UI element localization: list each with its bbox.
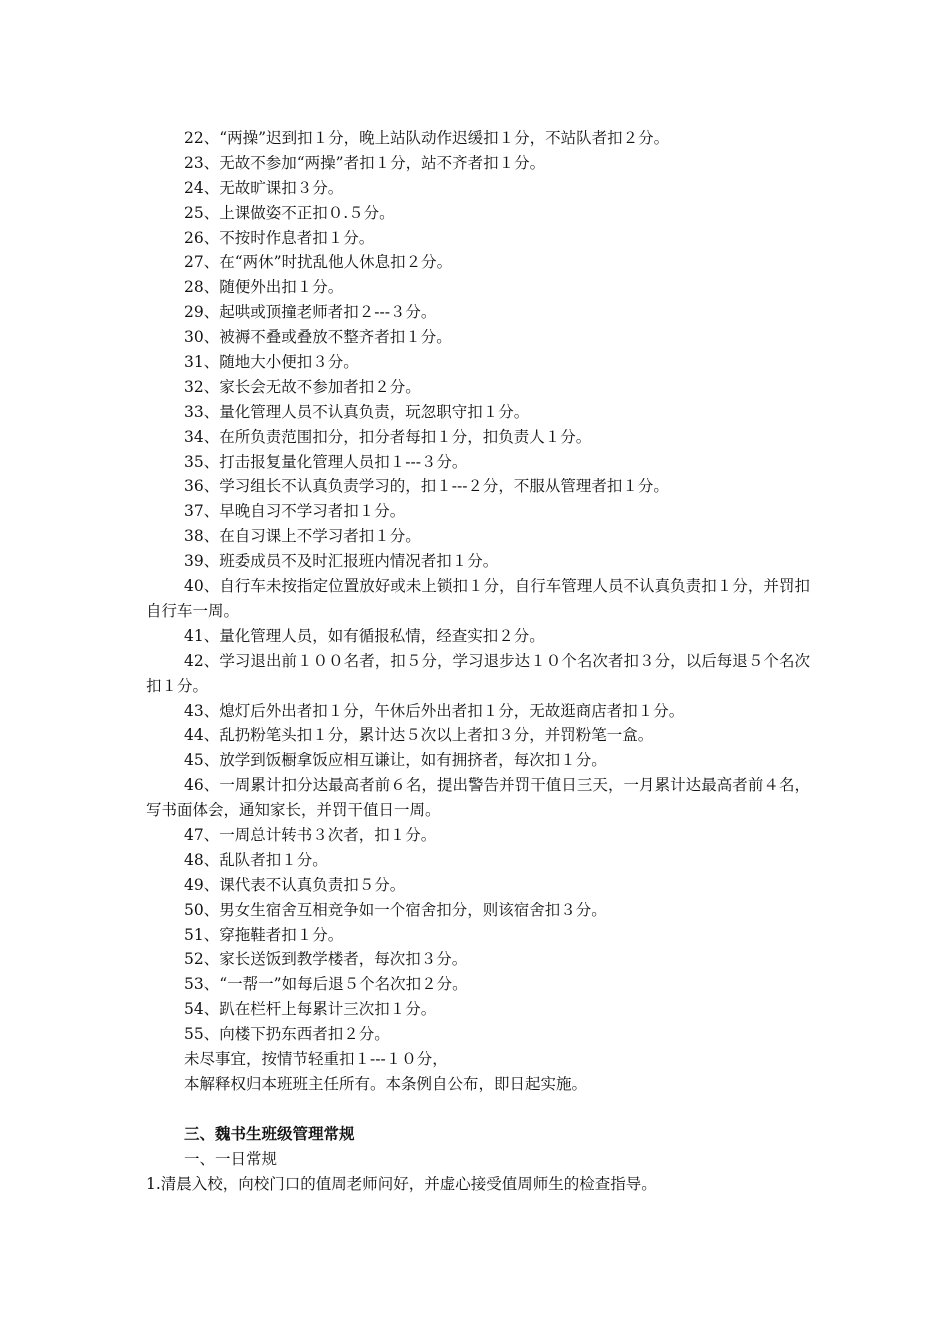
rule-item-49: 49、课代表不认真负责扣５分。 [184, 875, 406, 894]
rule-item-29: 29、起哄或顶撞老师者扣２---３分。 [184, 303, 437, 322]
rule-item-34: 34、在所负责范围扣分，扣分者每扣１分，扣负责人１分。 [184, 427, 592, 446]
subsection-title: 一、一日常规 [184, 1149, 278, 1168]
rules-list [146, 126, 810, 1047]
rule-item-26: 26、不按时作息者扣１分。 [184, 228, 375, 247]
rule-item-30: 30、被褥不叠或叠放不整齐者扣１分。 [184, 328, 452, 347]
rule-item-33: 33、量化管理人员不认真负责，玩忽职守扣１分。 [184, 402, 530, 421]
rule-item-52: 52、家长送饭到教学楼者，每次扣３分。 [184, 950, 468, 969]
rule-item-24: 24、无故旷课扣３分。 [184, 178, 344, 197]
rule-item-53: 53、“一帮一”如每后退５个名次扣２分。 [184, 975, 468, 994]
rule-item-55: 55、向楼下扔东西者扣２分。 [184, 1025, 390, 1044]
rule-item-28: 28、随便外出扣１分。 [184, 278, 344, 297]
first-item: 1.清晨入校，向校门口的值周老师问好，并虚心接受值周师生的检查指导。 [146, 1174, 657, 1193]
rule-item-25: 25、上课做姿不正扣０.５分。 [184, 203, 395, 222]
rule-item-54: 54、趴在栏杆上每累计三次扣１分。 [184, 1000, 437, 1019]
rule-item-35: 35、打击报复量化管理人员扣１---３分。 [184, 452, 468, 471]
rule-item-32: 32、家长会无故不参加者扣２分。 [184, 377, 421, 396]
blank-line [146, 1097, 810, 1122]
rule-item-50: 50、男女生宿舍互相竞争如一个宿舍扣分，则该宿舍扣３分。 [184, 900, 607, 919]
rule-item-23: 23、无故不参加“两操”者扣１分，站不齐者扣１分。 [184, 153, 546, 172]
rule-item-47: 47、一周总计转书３次者，扣１分。 [184, 826, 437, 845]
rule-item-46: 46、一周累计扣分达最高者前６名，提出警告并罚干值日三天，一月累计达最高者前４名，写书面体会，通知家长，并罚干值日一周。 [146, 776, 810, 820]
rule-item-31: 31、随地大小便扣３分。 [184, 353, 359, 372]
rule-item-44: 44、乱扔粉笔头扣１分，累计达５次以上者扣３分，并罚粉笔一盒。 [184, 726, 654, 745]
document-page [146, 126, 810, 1196]
rule-item-45: 45、放学到饭橱拿饭应相互谦让，如有拥挤者，每次扣１分。 [184, 751, 607, 770]
rule-item-40: 40、自行车未按指定位置放好或未上锁扣１分，自行车管理人员不认真负责扣１分，并罚扣自行车一周。 [146, 577, 810, 620]
rule-item-41: 41、量化管理人员，如有循报私情，经查实扣２分。 [184, 626, 545, 645]
section-title: 三、魏书生班级管理常规 [184, 1123, 355, 1143]
rule-item-22: 22、“两操”迟到扣１分，晚上站队动作迟缓扣１分，不站队者扣２分。 [184, 129, 670, 147]
rule-item-27: 27、在“两休”时扰乱他人休息扣２分。 [184, 253, 453, 272]
rule-item-36: 36、学习组长不认真负责学习的，扣１---２分，不服从管理者扣１分。 [184, 477, 669, 496]
closing-line-1: 未尽事宜，按情节轻重扣１---１０分， [184, 1050, 448, 1069]
rule-item-43: 43、熄灯后外出者扣１分，午休后外出者扣１分，无故逛商店者扣１分。 [184, 701, 685, 720]
rule-item-37: 37、早晚自习不学习者扣１分。 [184, 502, 406, 521]
closing-line-2: 本解释权归本班班主任所有。本条例自公布，即日起实施。 [184, 1074, 588, 1093]
rule-item-48: 48、乱队者扣１分。 [184, 850, 328, 869]
rule-item-51: 51、穿拖鞋者扣１分。 [184, 925, 344, 944]
rule-item-39: 39、班委成员不及时汇报班内情况者扣１分。 [184, 552, 499, 571]
rule-item-38: 38、在自习课上不学习者扣１分。 [184, 527, 421, 546]
rule-item-42: 42、学习退出前１００名者，扣５分，学习退步达１０个名次者扣３分，以后每退５个名次扣１分。 [146, 651, 810, 695]
